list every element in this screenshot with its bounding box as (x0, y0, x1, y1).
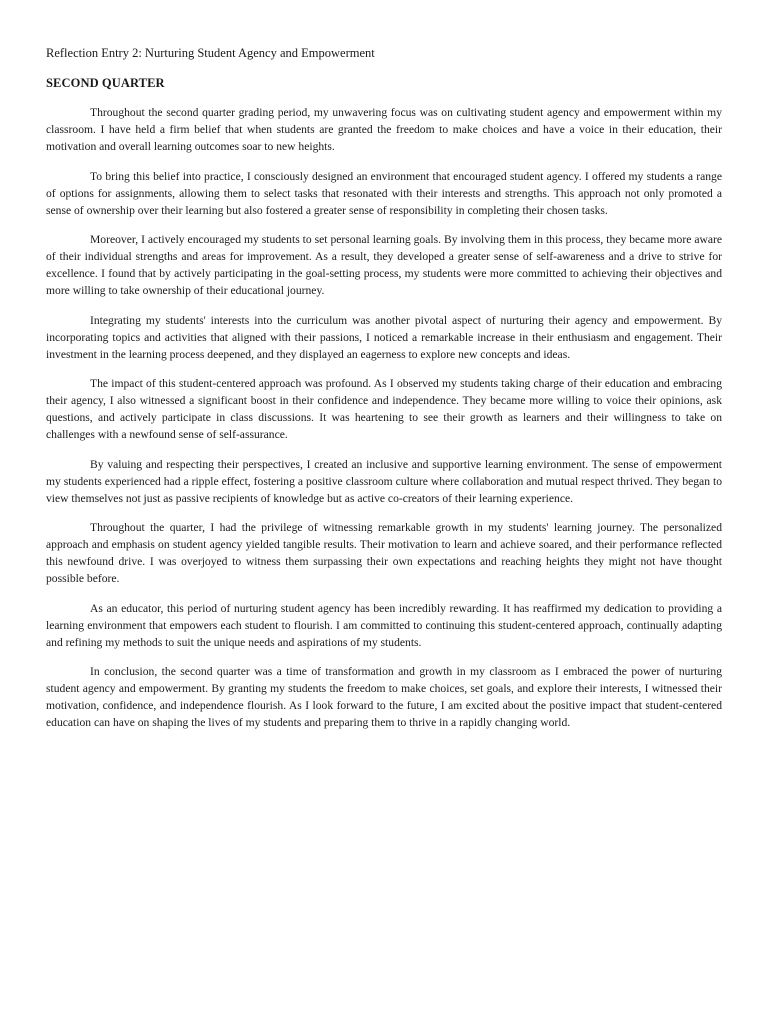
paragraph-9: In conclusion, the second quarter was a time of transformation and growth in my classroom as I embraced the power of nurturing student agency and empowerment. By granting my students the freedom to make choices, set goals, and explore their interests, I witnessed their motivation, confidence, and independence flourish. As I look forward to the future, I am excited about the positive impact that student-centered education can have on shaping the lives of my students and preparing them to thrive in a rapidly changing world. (46, 665, 722, 729)
paragraph-8: As an educator, this period of nurturing student agency has been incredibly rewarding. It has reaffirmed my dedication to providing a learning environment that empowers each student to flourish. I am committed to continuing this student-centered approach, continually adapting and refining my methods to suit the unique needs and aspirations of my students. (46, 601, 722, 649)
section-heading: SECOND QUARTER (46, 76, 165, 90)
document-title: Reflection Entry 2: Nurturing Student Agency and Empowerment (46, 46, 375, 60)
paragraph-3: Moreover, I actively encouraged my students to set personal learning goals. By involving them in this process, they became more aware of their individual strengths and areas for improvement. As a result, they developed a greater sense of self-awareness and a drive to strive for excellence. I found that by actively participating in the goal-setting process, my students were more committed to achieving their objectives and more willing to take ownership of their educational journey. (46, 233, 722, 297)
paragraph-5: The impact of this student-centered approach was profound. As I observed my students taking charge of their education and embracing their agency, I also witnessed a significant boost in their confidence and independence. They became more willing to voice their opinions, ask questions, and actively participate in class discussions. It was heartening to see their growth as learners and their willingness to take on challenges with a newfound sense of self-assurance. (46, 377, 722, 441)
paragraph-4: Integrating my students' interests into the curriculum was another pivotal aspect of nurturing their agency and empowerment. By incorporating topics and activities that aligned with their passions, I noticed a remarkable increase in their enthusiasm and engagement. Their investment in the learning process deepened, and they displayed an eagerness to explore new concepts and ideas. (46, 313, 722, 361)
document-page (46, 44, 722, 744)
paragraph-7: Throughout the quarter, I had the privilege of witnessing remarkable growth in my students' learning journey. The personalized approach and emphasis on student agency yielded tangible results. Their motivation to learn and achieve soared, and their performance reflected this newfound drive. I was overjoyed to witness them surpassing their own expectations and reaching heights they might not have thought possible before. (46, 521, 722, 585)
paragraph-6: By valuing and respecting their perspectives, I created an inclusive and supportive learning environment. The sense of empowerment my students experienced had a ripple effect, fostering a positive classroom culture where collaboration and mutual respect thrived. They began to view themselves not just as passive recipients of knowledge but as active co-creators of their learning experience. (46, 457, 722, 505)
paragraph-1: Throughout the second quarter grading period, my unwavering focus was on cultivating student agency and empowerment within my classroom. I have held a firm belief that when students are granted the freedom to make choices and have a voice in their education, their motivation and overall learning outcomes soar to new heights. (46, 106, 722, 153)
paragraph-2: To bring this belief into practice, I consciously designed an environment that encouraged student agency. I offered my students a range of options for assignments, allowing them to select tasks that resonated with their interests and strengths. This approach not only promoted a sense of ownership over their learning but also fostered a greater sense of responsibility in completing their chosen tasks. (46, 169, 722, 217)
